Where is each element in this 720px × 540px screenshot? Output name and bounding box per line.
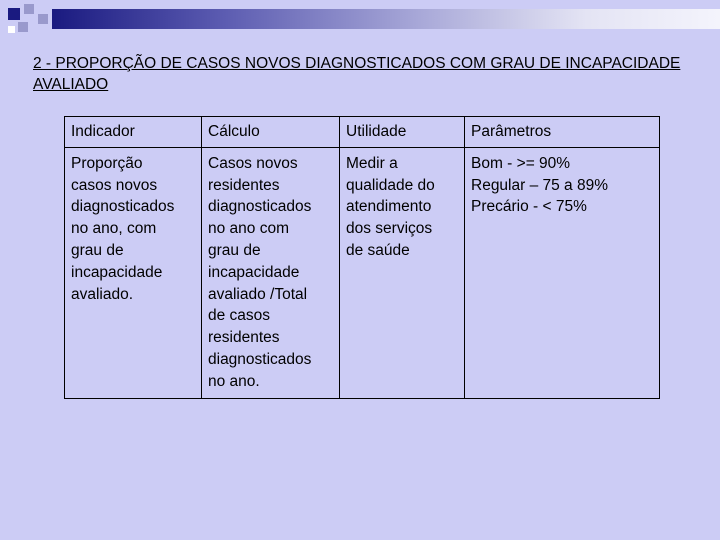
square-light-icon	[38, 14, 48, 24]
text-line: no ano com	[208, 220, 289, 238]
text-line: atendimento	[346, 198, 432, 216]
text-line: casos novos	[71, 176, 158, 194]
text-line: diagnosticados	[208, 198, 312, 216]
text-line: residentes	[208, 176, 280, 194]
text-line: no ano, com	[71, 220, 157, 238]
text-line: residentes	[208, 329, 280, 347]
gradient-bar	[52, 9, 720, 29]
text-line: Regular – 75 a 89%	[471, 176, 609, 194]
header-calculo: Cálculo	[202, 117, 340, 148]
text-line: grau de	[208, 241, 261, 259]
text-line: diagnosticados	[208, 350, 312, 368]
text-line: Medir a	[346, 154, 398, 172]
text-line: dos serviços	[346, 220, 433, 238]
text-line: incapacidade	[208, 263, 300, 281]
text-line: avaliado /Total	[208, 285, 308, 303]
header-parametros: Parâmetros	[465, 117, 660, 148]
text-line: Casos novos	[208, 154, 298, 172]
square-dark-icon	[8, 8, 20, 20]
cell-parametros	[465, 147, 660, 398]
decorative-header	[0, 0, 720, 45]
text-line: avaliado.	[71, 285, 134, 303]
text-line: diagnosticados	[71, 198, 175, 216]
text-line: Proporção	[71, 154, 143, 172]
indicator-table	[64, 116, 660, 399]
table-header-row	[65, 117, 660, 148]
text-line: grau de	[71, 241, 124, 259]
header-utilidade: Utilidade	[340, 117, 465, 148]
slide-title: 2 - PROPORÇÃO DE CASOS NOVOS DIAGNOSTICADOS COM GRAU DE INCAPACIDADE AVALIADO	[33, 55, 681, 93]
square-white-icon	[8, 26, 15, 33]
cell-indicador	[65, 147, 202, 398]
text-line: no ano.	[208, 372, 260, 390]
square-light-icon	[18, 22, 28, 32]
text-line: Bom - >= 90%	[471, 154, 571, 172]
text-line: incapacidade	[71, 263, 163, 281]
text-line: Precário - < 75%	[471, 198, 587, 216]
cell-utilidade	[340, 147, 465, 398]
square-light-icon	[24, 4, 34, 14]
text-line: de casos	[208, 307, 271, 325]
text-line: qualidade do	[346, 176, 435, 194]
cell-calculo	[202, 147, 340, 398]
table-row	[65, 147, 660, 398]
text-line: de saúde	[346, 241, 410, 259]
header-indicador: Indicador	[65, 117, 202, 148]
